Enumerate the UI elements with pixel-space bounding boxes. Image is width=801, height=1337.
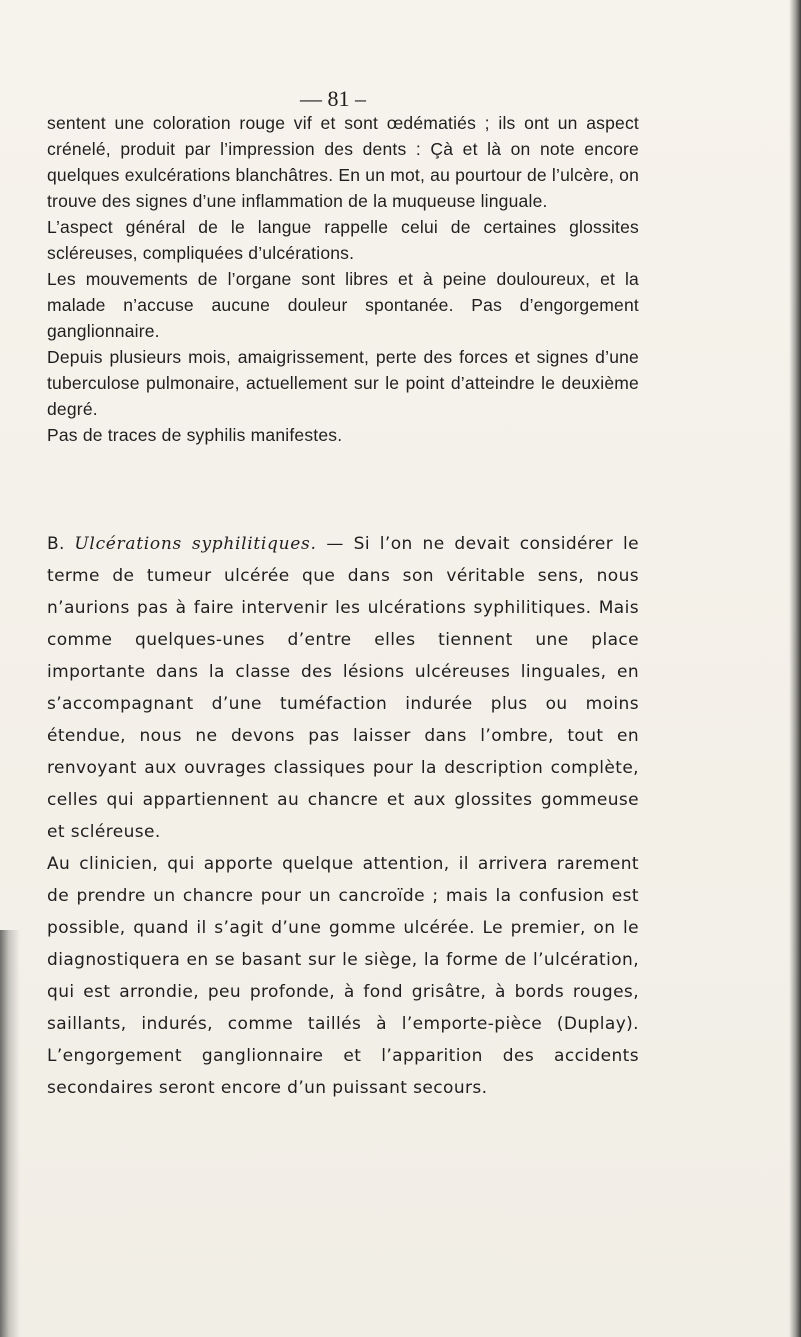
section-heading: Ulcérations syphilitiques. xyxy=(74,534,317,554)
syphilitic-ulcerations-section xyxy=(47,528,639,1104)
paragraph-patient-history: Depuis plusieurs mois, amaigrissement, perte des forces et signes d’une tuberculose pulmonaire, actuellement sur le point d’atteindre le deuxième degré. xyxy=(47,347,639,419)
paragraph-syphilis-note: Pas de traces de syphilis manifestes. xyxy=(47,425,343,445)
paragraph-syphilitic-intro xyxy=(47,528,639,848)
paragraph-clinical-diagnosis: Au clinicien, qui apporte quelque attention, il arrivera rarement de prendre un chancre pour un cancroïde ; mais la confusion est possible, quand il s’agit d’une gomme ulcérée. Le premier, on le diagnostiquera en se basant sur le siège, la forme de l’ulcération, qui est arrondie, peu profonde, à fond grisâtre, à bords rouges, saillants, indurés, comme taillés à l’emporte-pièce (Duplay). L’engorgement ganglionnaire et l’apparition des accidents secondaires seront encore d’un puissant secours. xyxy=(47,854,639,1098)
paragraph-case-description: sentent une coloration rouge vif et sont œdématiés ; ils ont un aspect crénelé, produit par l’impression des dents : Çà et là on note encore quelques exulcérations blanchâtres. En un mot, au pourtour de l’ulcère, on trouve des signes d’une inflammation de la muqueuse linguale. xyxy=(47,113,639,211)
case-observation-section xyxy=(47,110,639,448)
section-intro-text: — Si l’on ne devait considérer le terme de tumeur ulcérée que dans son véritable sens, nous n’aurions pas à faire intervenir les ulcérations syphilitiques. Mais comme quelques-unes d’entre elles tiennent une place importante dans la classe des lésions ulcéreuses linguales, en s’accompagnant d’une tuméfaction indurée plus ou moins étendue, nous ne devons pas laisser dans l’ombre, tout en renvoyant aux ouvrages classiques pour la description complète, celles qui appartiennent au chancre et aux glossites gommeuse et scléreuse. xyxy=(47,534,639,842)
paragraph-organ-movements: Les mouvements de l’organe sont libres et à peine douloureux, et la malade n’accuse aucune douleur spontanée. Pas d’engorgement ganglionnaire. xyxy=(47,269,639,341)
section-letter: B. xyxy=(47,534,75,554)
paragraph-general-aspect: L’aspect général de le langue rappelle celui de certaines glossites scléreuses, compliquées d’ulcérations. xyxy=(47,217,639,263)
page-left-binding-shadow xyxy=(0,930,20,1337)
page-number: — 81 – xyxy=(300,86,366,111)
page-right-edge-shadow xyxy=(789,0,801,1337)
